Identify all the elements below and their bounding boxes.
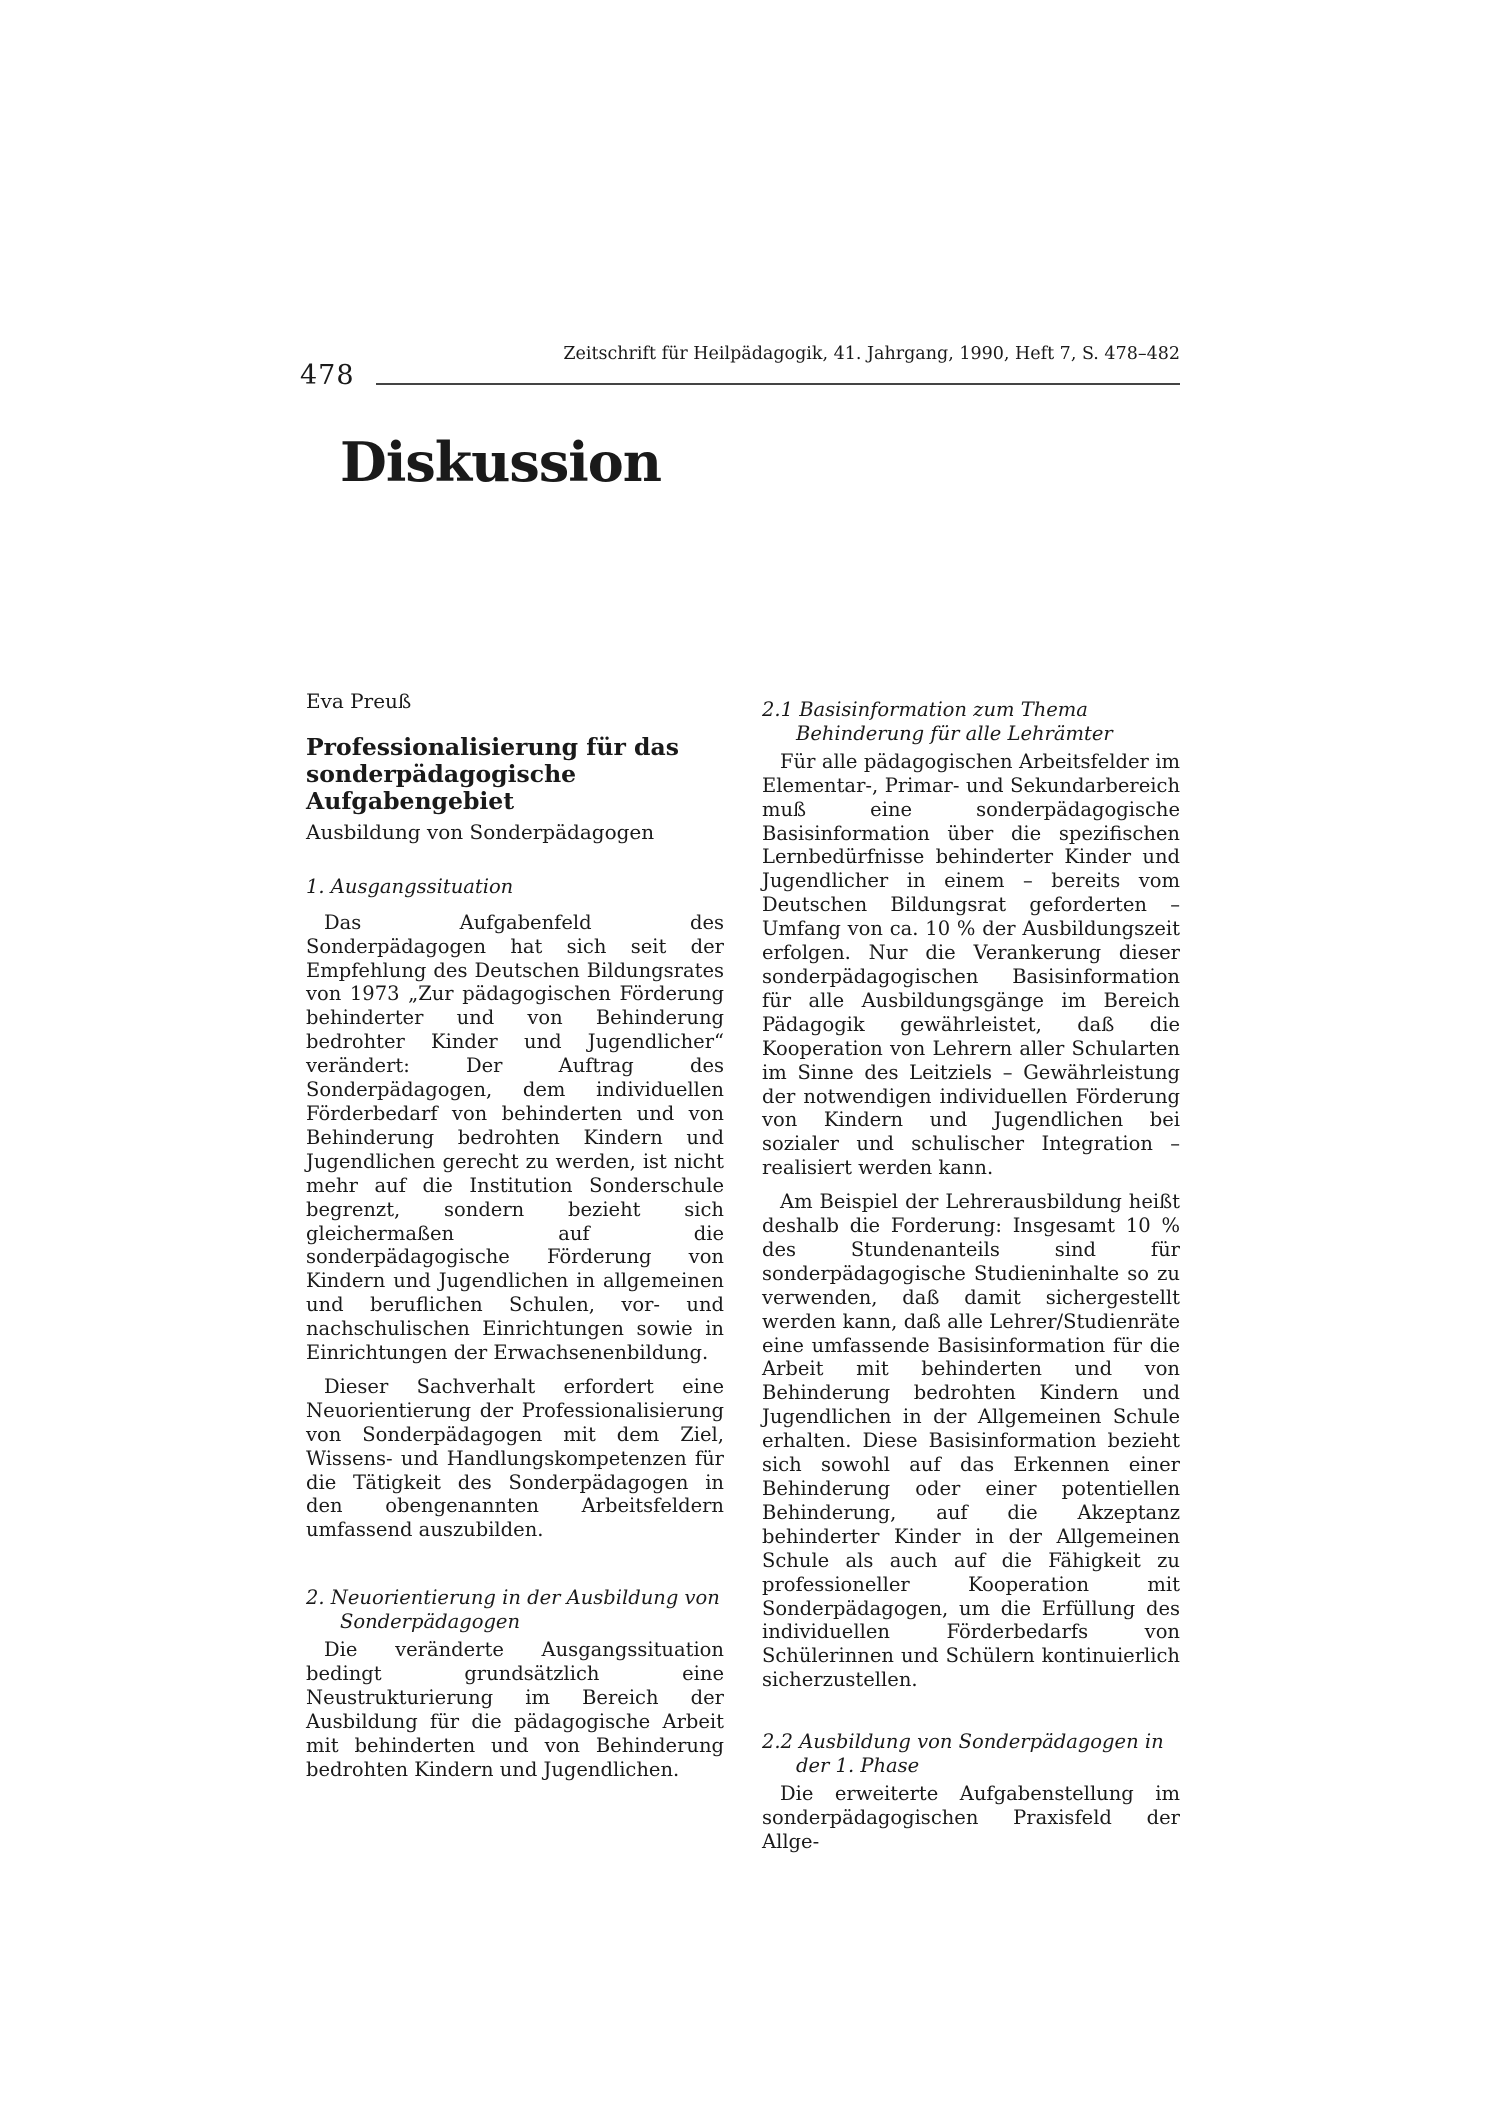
paragraph-2-1: Die veränderte Ausgangssituation bedingt grundsätzlich eine Neustrukturierung im Bereich der Ausbildung für die pädagogische Arbeit mit behinderten und von Behinderung bedrohten Kindern und Jugendlichen. (306, 1638, 724, 1781)
paragraph-2-2-1: Die erweiterte Aufgabenstellung im sonderpädagogischen Praxisfeld der Allge- (762, 1781, 1180, 1853)
heading-section-1: 1. Ausgangssituation (306, 874, 514, 898)
article-title: Professionalisierung für das sonderpädagogische Aufgabengebiet (306, 732, 679, 815)
header-rule (376, 383, 1180, 385)
running-header (300, 340, 1180, 390)
heading-section-2: 2. Neuorientierung in der Ausbildung von Sonderpädagogen (306, 1586, 720, 1634)
paragraph-2-1-1: Für alle pädagogischen Arbeitsfelder im Elementar-, Primar- und Sekundarbereich muß eine sonderpädagogische Basisinformation über die spezifischen Lernbedürfnisse behinderter Kinder und Jugendlicher in einem – bereits vom Deutschen Bildungsrat geforderten – Umfang von ca. 10 % der Ausbildungszeit erfolgen. Nur die Verankerung dieser sonderpädagogischen Basisinformation für alle Ausbildungsgänge im Bereich Pädagogik gewährleistet, daß die Kooperation von Lehrern aller Schularten im Sinne des Leitziels – Gewährleistung der notwendigen individuellen Förderung von Kindern und Jugendlichen bei sozialer und schulischer Integration – realisiert werden kann. (762, 749, 1180, 1180)
paragraph-1-1: Das Aufgabenfeld des Sonderpädagogen hat sich seit der Empfehlung des Deutschen Bildungsrates von 1973 „Zur pädagogischen Förderung behinderter und von Behinderung bedrohter Kinder und Jugendlicher“ verändert: Der Auftrag des Sonderpädagogen, dem individuellen Förderbedarf von behinderten und von Behinderung bedrohten Kindern und Jugendlichen gerecht zu werden, ist nicht mehr auf die Institution Sonderschule begrenzt, sondern bezieht sich gleichermaßen auf die sonderpädagogische Förderung von Kindern und Jugendlichen in allgemeinen und beruflichen Schulen, vor- und nachschulischen Einrichtungen sowie in Einrichtungen der Erwachsenenbildung. (306, 910, 724, 1365)
heading-section-2-2: 2.2 Ausbildung von Sonderpädagogen in der 1. Phase (762, 1730, 1164, 1778)
paragraph-1-2: Dieser Sachverhalt erfordert eine Neuorientierung der Professionalisierung von Sonderpädagogen mit dem Ziel, Wissens- und Handlungskompetenzen für die Tätigkeit des Sonderpädagogen in den obengenannten Arbeitsfeldern umfassend auszubilden. (306, 1374, 724, 1542)
spacer (762, 1702, 1180, 1730)
heading-section-2-1: 2.1 Basisinformation zum Thema Behinderung für alle Lehrämter (762, 698, 1113, 745)
article-author: Eva Preuß (306, 689, 412, 713)
paragraph-2-1-2: Am Beispiel der Lehrerausbildung heißt deshalb die Forderung: Insgesamt 10 % des Stundenanteils sind für sonderpädagogische Studieninhalte so zu verwenden, daß damit sichergestellt werden kann, daß alle Lehrer/Studienräte eine umfassende Basisinformation für die Arbeit mit behinderten und von Behinderung bedrohten Kindern und Jugendlichen in der Allgemeinen Schule erhalten. Diese Basisinformation bezieht sich sowohl auf das Erkennen einer Behinderung oder einer potentiellen Behinderung, auf die Akzeptanz behinderter Kinder in der Allgemeinen Schule als auch auf die Fähigkeit zu professioneller Kooperation mit Sonderpädagogen, um die Erfüllung des individuellen Förderbedarfs von Schülerinnen und Schülern kontinuierlich sicherzustellen. (762, 1190, 1180, 1692)
right-column (762, 698, 1180, 1864)
page-number: 478 (300, 360, 355, 391)
article-subtitle: Ausbildung von Sonderpädagogen (306, 819, 655, 844)
journal-citation: Zeitschrift für Heilpädagogik, 41. Jahrgang, 1990, Heft 7, S. 478–482 (563, 344, 1180, 364)
section-title: Diskussion (340, 430, 662, 494)
spacer (306, 1552, 724, 1586)
left-column (306, 690, 724, 1792)
